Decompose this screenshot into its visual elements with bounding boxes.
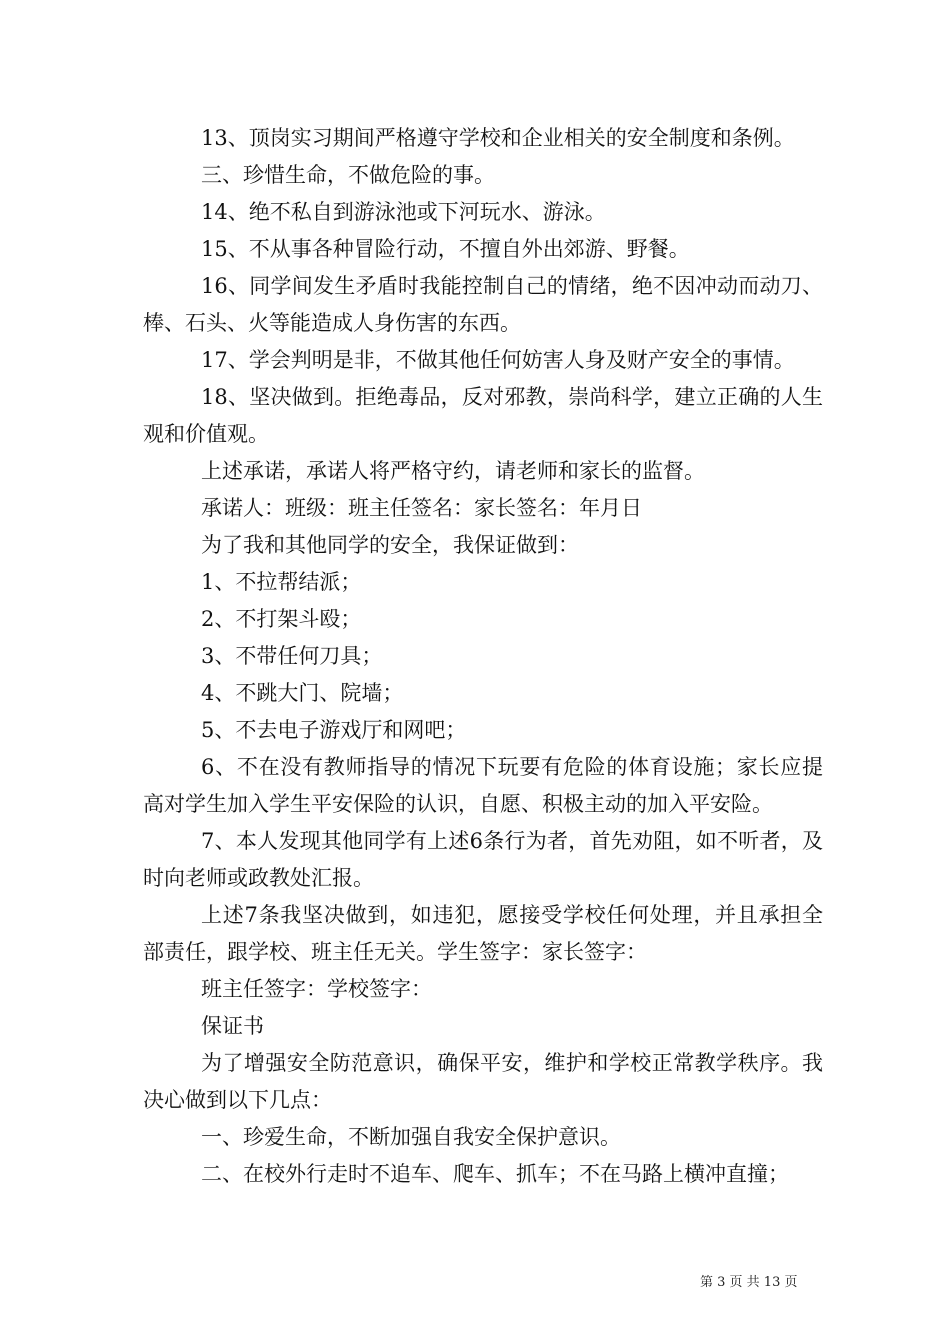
paragraph-15-no-risky-activities: 15、不从事各种冒险行动，不擅自外出郊游、野餐。 <box>201 237 690 261</box>
paragraph-13-internship-rules: 13、顶岗实习期间严格遵守学校和企业相关的安全制度和条例。 <box>201 126 795 150</box>
section-title-guarantee: 保证书 <box>201 1014 264 1038</box>
list-item-7: 7、本人发现其他同学有上述6条行为者，首先劝阻，如不听者，及时向老师或政教处汇报。 <box>143 829 823 890</box>
list-item-3: 3、不带任何刀具； <box>201 644 383 668</box>
paragraph-16-control-emotions: 16、同学间发生矛盾时我能控制自己的情绪，绝不因冲动而动刀、棒、石头、火等能造成人身伤害的东西。 <box>143 274 823 335</box>
guarantee-closing: 上述7条我坚决做到，如违犯，愿接受学校任何处理，并且承担全部责任，跟学校、班主任无关。学生签字：家长签字： <box>143 903 823 964</box>
signature-line-commitment: 承诺人：班级：班主任签名：家长签名：年月日 <box>201 496 642 520</box>
commitment-statement: 上述承诺，承诺人将严格守约，请老师和家长的监督。 <box>201 459 705 483</box>
paragraph-14-no-swimming: 14、绝不私自到游泳池或下河玩水、游泳。 <box>201 200 606 224</box>
guarantee-purpose: 为了增强安全防范意识，确保平安，维护和学校正常教学秩序。我决心做到以下几点： <box>143 1051 823 1112</box>
list-item-2: 2、不打架斗殴； <box>201 607 362 631</box>
guarantee-intro: 为了我和其他同学的安全，我保证做到： <box>201 533 579 557</box>
section-heading-cherish-life: 三、珍惜生命，不做危险的事。 <box>201 163 495 187</box>
point-1-cherish-life: 一、珍爱生命，不断加强自我安全保护意识。 <box>201 1125 621 1149</box>
paragraph-17-judge-right-wrong: 17、学会判明是非，不做其他任何妨害人身及财产安全的事情。 <box>201 348 795 372</box>
list-item-5: 5、不去电子游戏厅和网吧； <box>201 718 467 742</box>
page-number-footer: 第 3 页 共 13 页 <box>700 1275 798 1290</box>
paragraph-18-refuse-drugs: 18、坚决做到。拒绝毒品，反对邪教，崇尚科学，建立正确的人生观和价值观。 <box>143 385 823 446</box>
signature-line-teacher-school: 班主任签字：学校签字： <box>201 977 432 1001</box>
document-body <box>143 120 823 1193</box>
point-2-road-safety: 二、在校外行走时不追车、爬车、抓车；不在马路上横冲直撞； <box>201 1162 789 1186</box>
list-item-1: 1、不拉帮结派； <box>201 570 362 594</box>
list-item-4: 4、不跳大门、院墙； <box>201 681 404 705</box>
list-item-6: 6、不在没有教师指导的情况下玩要有危险的体育设施；家长应提高对学生加入学生平安保险的认识，自愿、积极主动的加入平安险。 <box>143 755 823 816</box>
